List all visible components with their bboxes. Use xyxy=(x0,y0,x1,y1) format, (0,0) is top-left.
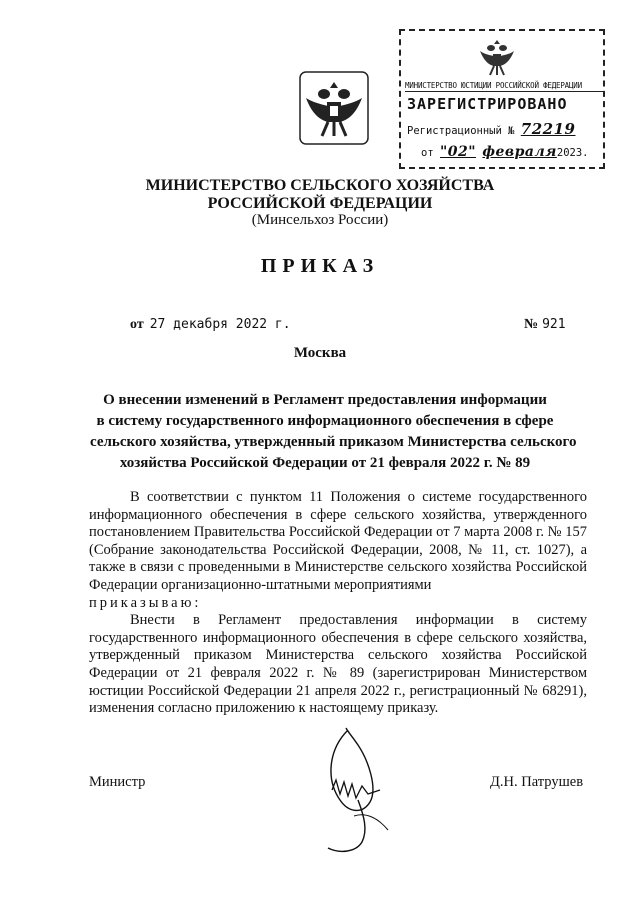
stamp-date-year: 2023. xyxy=(556,147,589,159)
stamp-reg-number: 72219 xyxy=(520,120,576,138)
city: Москва xyxy=(293,345,347,361)
stamp-date-month: февраля xyxy=(482,144,557,160)
order-title-line: сельского хозяйства, утвержденный приказом Министерства сельского xyxy=(90,434,577,450)
order-title-line: хозяйства Российской Федерации от 21 февраля 2022 г. № 89 xyxy=(119,455,531,471)
preamble-paragraph: В соответствии с пунктом 11 Положения о системе государственного информационного обеспечения в сфере сельского хозяйства, утвержденного постановлением Правительства Российской Федерации от 7 марта 2008 г. № 157 (Собрание законодательства Российской Федерации, 2008, № 11, ст. 1027), а также в связи с проведенными в Министерстве сельского хозяйства Российской Федерации организационно-штатными мероприятиями xyxy=(89,489,587,593)
stamp-date xyxy=(421,144,588,160)
state-emblem-icon xyxy=(298,70,370,146)
registration-stamp xyxy=(399,29,605,169)
operative-paragraph: Внести в Регламент предоставления информации в систему государственного информационного обеспечения в сфере сельского хозяйства, утвержденный приказом Министерства сельского хозяйства Российской Федерации от 21 февраля 2022 г. № 89 (зарегистрирован Министерством юстиции Российской Федерации 21 апреля 2022 г., регистрационный № 68291), изменения согласно приложению к настоящему приказу. xyxy=(89,612,587,717)
stamp-authority: МИНИСТЕРСТВО ЮСТИЦИИ РОССИЙСКОЙ ФЕДЕРАЦИИ xyxy=(405,81,603,92)
signatory-position: Министр xyxy=(89,774,146,790)
order-title-line: в систему государственного информационного обеспечения в сфере xyxy=(96,413,554,429)
order-keyword: приказываю: xyxy=(89,594,202,611)
stamp-date-day: "02" xyxy=(439,144,477,160)
order-body xyxy=(89,489,587,718)
handwritten-signature xyxy=(318,720,398,860)
stamp-emblem-icon xyxy=(477,37,517,79)
order-number-value: 921 xyxy=(542,317,566,332)
document-type: ПРИКАЗ xyxy=(260,255,380,277)
order-number xyxy=(524,317,566,333)
stamp-reg-label: Регистрационный № xyxy=(407,125,515,137)
order-date xyxy=(130,317,291,333)
ministry-short-name: (Минсельхоз России) xyxy=(251,212,389,228)
stamp-registration xyxy=(407,120,575,138)
order-number-prefix: № xyxy=(524,317,539,332)
stamp-date-prefix: от xyxy=(421,147,434,159)
order-title xyxy=(90,390,577,474)
order-title-line: О внесении изменений в Регламент предоставления информации xyxy=(103,392,547,408)
stamp-status: ЗАРЕГИСТРИРОВАНО xyxy=(407,95,568,113)
order-date-prefix: от xyxy=(130,317,144,332)
order-date-value: 27 декабря 2022 г. xyxy=(149,317,291,332)
ministry-name-line2: РОССИЙСКОЙ ФЕДЕРАЦИИ xyxy=(207,195,433,212)
ministry-name-line1: МИНИСТЕРСТВО СЕЛЬСКОГО ХОЗЯЙСТВА xyxy=(145,177,495,194)
signatory-name: Д.Н. Патрушев xyxy=(490,774,584,790)
